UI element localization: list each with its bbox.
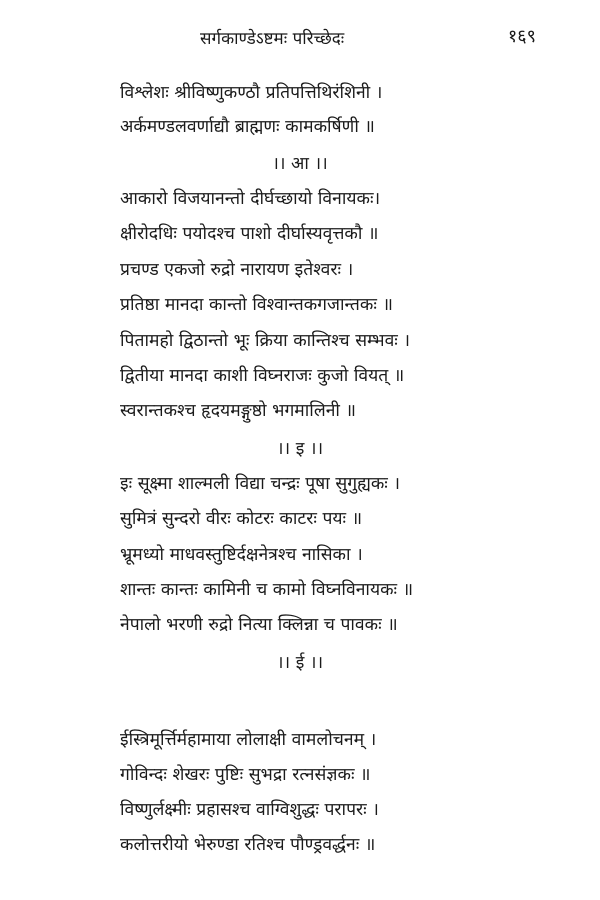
verse-line: प्रचण्ड एकजो रुद्रो नारायण इतेश्वरः । [120,260,354,280]
verse-line: ईस्त्रिमूर्त्तिर्महामाया लोलाक्षी वामलोचनम् । [120,730,377,750]
verse-line: विष्णुर्लक्ष्मीः प्रहासश्च वाग्विशुद्धः परापरः । [120,800,379,820]
verse-line: इः सूक्ष्मा शाल्मली विद्या चन्द्रः पूषा सुगुह्यकः । [120,474,401,494]
verse-line: आकारो विजयानन्तो दीर्घच्छायो विनायकः। [120,189,381,209]
verse-line: स्वरान्तकश्च हृदयमङ्गुष्ठो भगमालिनी ॥ [120,401,356,421]
verse-line: क्षीरोदधिः पयोदश्च पाशो दीर्घास्यवृत्तकौ ॥ [120,224,379,244]
verse-line: सुमित्रं सुन्दरो वीरः कोटरः काटरः पयः ॥ [120,509,363,529]
verse-line: प्रतिष्ठा मानदा कान्तो विश्वान्तकगजान्तकः ॥ [120,295,393,315]
verse-line: विश्लेशः श्रीविष्णुकण्ठौ प्रतिपत्तिथिरंशिनी । [120,83,383,103]
page-header [0,22,600,52]
running-head: सर्गकाण्डेऽष्टमः परिच्छेदः [200,29,345,49]
section-heading-ii: ।। ई ।। [276,653,324,673]
verse-line: द्वितीया मानदा काशी विघ्नराजः कुजो वियत् ॥ [120,366,405,386]
verse-line: नेपालो भरणी रुद्रो नित्या क्लिन्ना च पावकः ॥ [120,615,398,635]
verse-line: अर्कमण्डलवर्णाद्यौ ब्राह्मणः कामकर्षिणी ॥ [120,117,375,137]
verse-line: पितामहो द्विठान्तो भूः क्रिया कान्तिश्च सम्भवः । [120,331,411,351]
verse-line: भ्रूमध्यो माधवस्तुष्टिर्दक्षनेत्रश्च नासिका । [120,545,363,565]
verse-line: गोविन्दः शेखरः पुष्टिः सुभद्रा रत्नसंज्ञकः ॥ [120,765,371,785]
verse-line: कलोत्तरीयो भेरुण्डा रतिश्च पौण्ड्रवर्द्धनः ॥ [120,835,376,855]
verse-line: शान्तः कान्तः कामिनी च कामो विघ्नविनायकः ॥ [120,580,414,600]
page-number: १६९ [507,26,536,47]
section-heading-aa: ।। आ ।। [272,154,328,174]
section-heading-i: ।। इ ।। [276,439,324,459]
